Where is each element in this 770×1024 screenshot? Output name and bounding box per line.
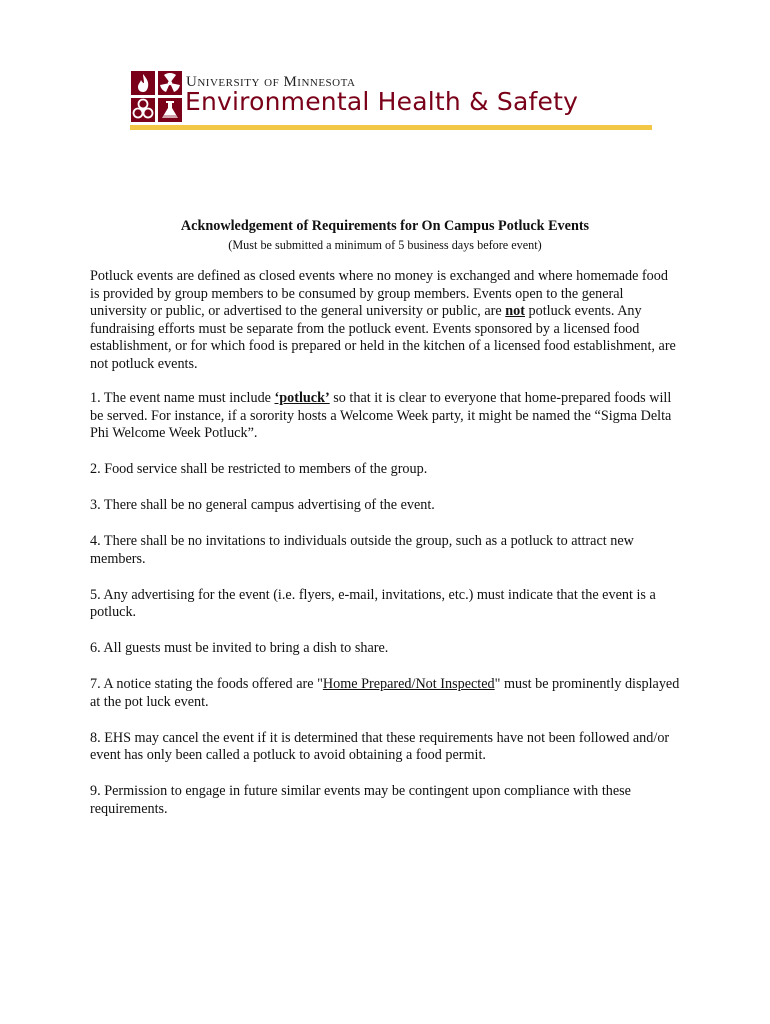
document-body — [90, 268, 680, 837]
requirement-5: 5. Any advertising for the event (i.e. flyers, e-mail, invitations, etc.) must indicate that the event is a potluck. — [90, 586, 656, 620]
requirement-1-emphasis: ‘potluck’ — [274, 390, 330, 406]
ehs-logo — [130, 70, 652, 132]
hazard-symbols-icon — [130, 70, 184, 128]
requirement-9: 9. Permission to engage in future similar events may be contingent upon compliance with these requirements. — [90, 783, 631, 817]
requirement-4: 4. There shall be no invitations to individuals outside the group, such as a potluck to attract new members. — [90, 533, 634, 567]
intro-text-rest: potluck events. Any fundraising efforts must be separate from the potluck event. Events sponsored by a licensed food establishment, or for which food is prepared or held in the kitchen of a licensed food establishment, are not potluck events. — [90, 303, 676, 372]
intro-paragraph — [90, 268, 680, 373]
requirement-7 — [90, 676, 680, 711]
requirement-1-text: 1. The event name must include — [90, 390, 275, 406]
document-title: Acknowledgement of Requirements for On Campus Potluck Events — [180, 218, 590, 234]
department-name: Environmental Health & Safety — [185, 87, 579, 116]
university-name: University of Minnesota — [186, 74, 356, 90]
requirement-7-text-rest: " must be prominently displayed at the pot luck event. — [90, 676, 680, 710]
document-subtitle: (Must be submitted a minimum of 5 business days before event) — [228, 238, 542, 252]
intro-text: Potluck events are defined as closed events where no money is exchanged and where homemade food is provided by group members to be consumed by group members. Events open to the general university or public, or advertised to the general university or public, are — [90, 268, 668, 319]
requirement-2: 2. Food service shall be restricted to members of the group. — [90, 461, 428, 477]
requirement-7-text: 7. A notice stating the foods offered are " — [90, 676, 323, 692]
requirement-8: 8. EHS may cancel the event if it is determined that these requirements have not been followed and/or event has only been called a potluck to avoid obtaining a food permit. — [90, 729, 670, 763]
requirement-7-notice: Home Prepared/Not Inspected — [322, 676, 495, 692]
logo-underline-bar — [130, 125, 652, 130]
requirement-1 — [90, 390, 680, 443]
requirement-1-text-rest: so that it is clear to everyone that home-prepared foods will be served. For instance, if a sorority hosts a Welcome Week party, it might be named the “Sigma Delta Phi Welcome Week Potluck”. — [90, 390, 672, 441]
intro-emphasis-not: not — [505, 303, 525, 319]
requirement-3: 3. There shall be no general campus advertising of the event. — [90, 497, 435, 513]
requirement-6: 6. All guests must be invited to bring a dish to share. — [90, 640, 389, 656]
